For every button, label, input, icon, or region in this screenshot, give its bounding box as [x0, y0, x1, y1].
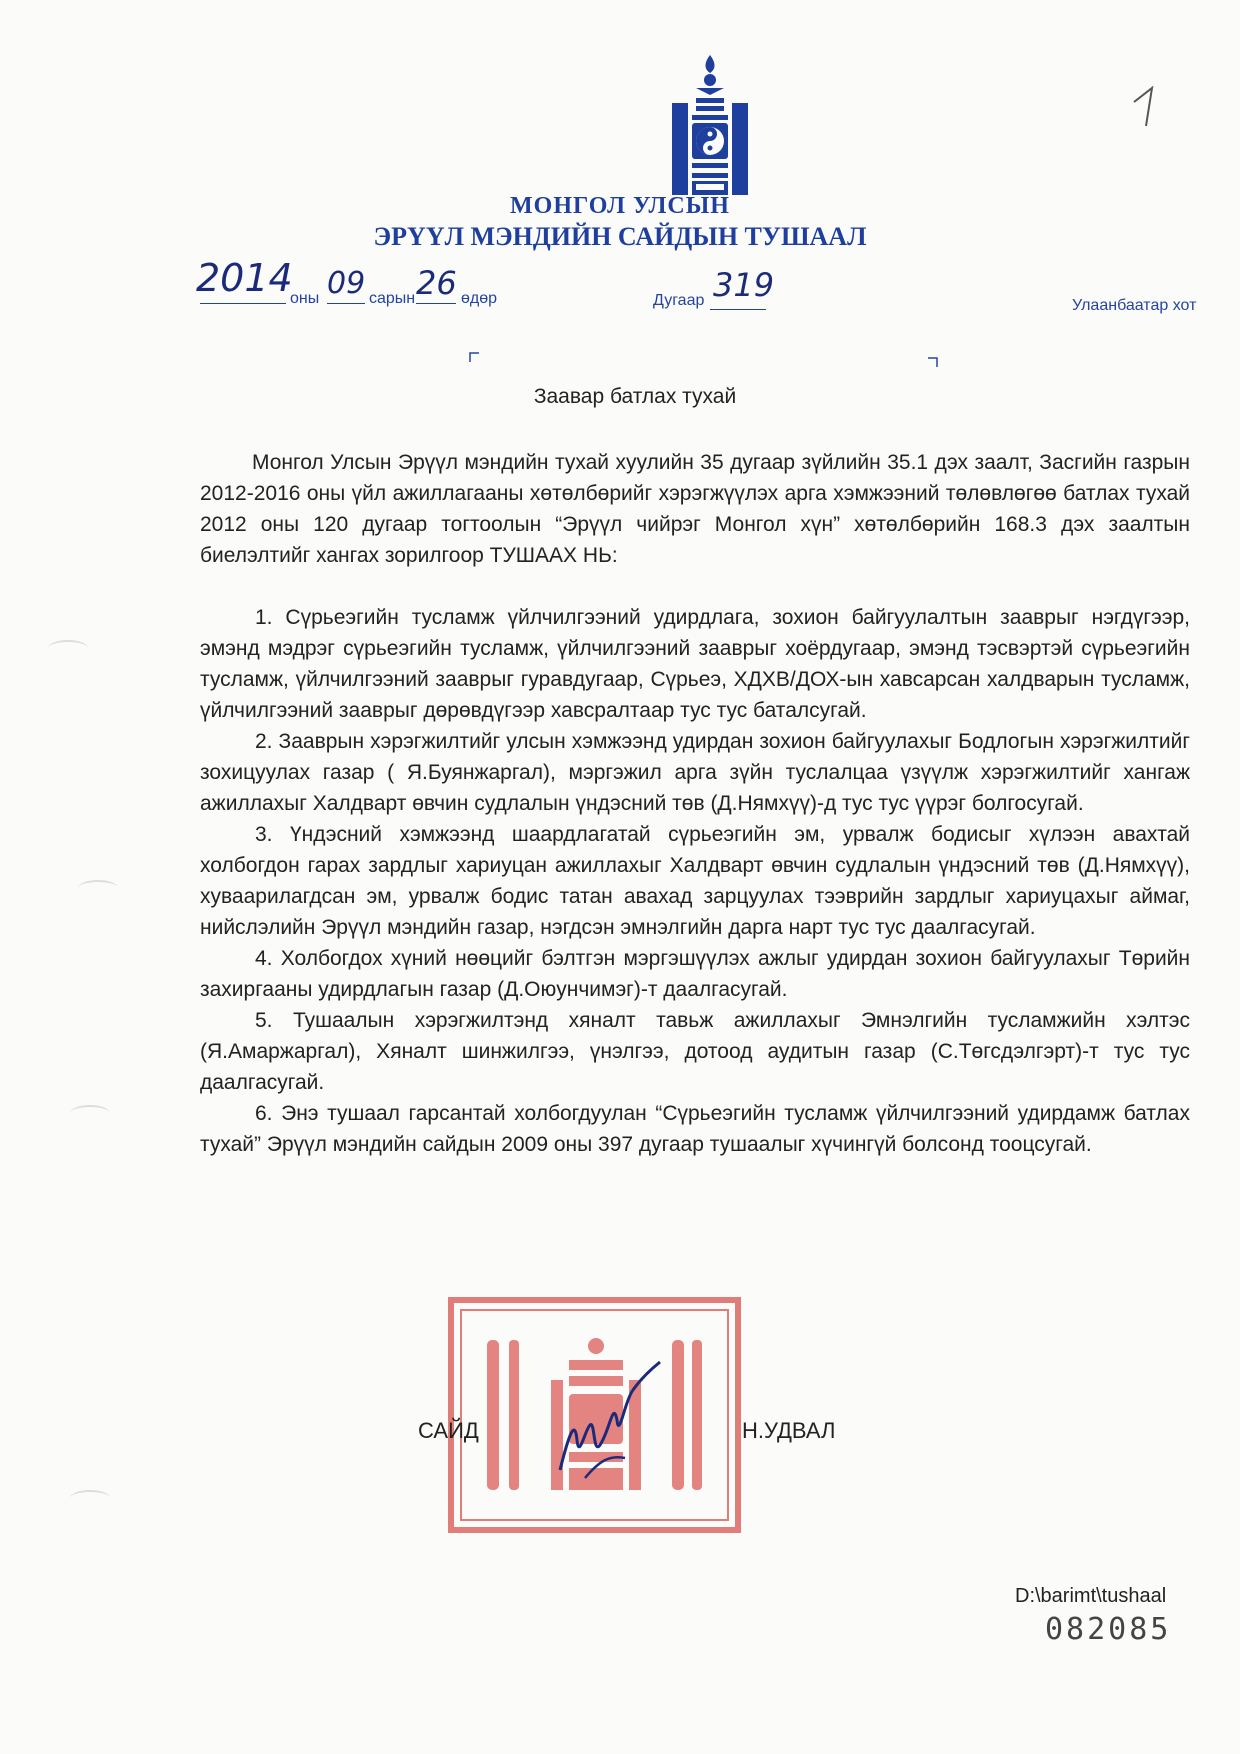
- day-underline: [416, 302, 456, 304]
- year-underline: [200, 302, 286, 304]
- file-path: D:\barimt\tushaal: [1015, 1585, 1167, 1607]
- order-number: 319: [713, 266, 775, 304]
- document-body: [200, 447, 1190, 1160]
- order-item-5: 5. Тушаалын хэрэгжилтэнд хяналт тавьж ажиллахыг Эмнэлгийн тусламжийн хэлтэс (Я.Амаржаргал), Хяналт шинжилгээ, үнэлгээ, дотоод аудитын газар (С.Төгсдэлгэрт)-т тус тус даалгасугай.: [200, 1009, 1190, 1094]
- handwritten-signature: [555, 1360, 665, 1490]
- signatory-name: Н.УДВАЛ: [742, 1418, 836, 1443]
- document-title: Заавар батлах тухай: [533, 385, 737, 408]
- order-item-1: 1. Сүрьеэгийн тусламж үйлчилгээний удирдлага, зохион байгуулалтын зааврыг нэгдүгээр, эмэнд мэдрэг сүрьеэгийн тусламж, үйлчилгээний зааврыг хоёрдугаар, эмэнд тэсвэртэй сүрьеэгийн тусламж, үйлчилгээний зааврыг гуравдугаар, Сүрьеэ, ХДХВ/ДОХ-ын хавсарсан халдварын тусламж, үйлчилгээний зааврыг дөрөвдүгээр хавсралтаар тус тус баталсугай.: [200, 606, 1190, 722]
- date-month: 09: [327, 266, 366, 301]
- corner-mark-right: [928, 357, 938, 367]
- order-item-3: 3. Үндэсний хэмжээнд шаардлагатай сүрьеэгийн эм, урвалж бодисыг хүлээн авахтай холбогдон гарах зардлыг хариуцан ажиллахыг Халдварт өвчин судлалын үндэсний төв (Д.Нямхүү), хуваарилагдсан эм, урвалж бодис татан авахад зарцуулах тээврийн зардлыг хариуцахыг аймаг, нийслэлийн Эрүүл мэндийн газар, нэгдсэн эмнэлгийн дарга нарт тус тус даалгасугай.: [200, 823, 1190, 939]
- soyombo-emblem-icon: [660, 55, 760, 195]
- city-label: Улаанбаатар хот: [1072, 297, 1197, 314]
- intro-paragraph: Монгол Улсын Эрүүл мэндийн тухай хуулийн 35 дугаар зүйлийн 35.1 дэх заалт, Засгийн газрын 2012-2016 оны үйл ажиллагааны хөтөлбөрийг хэрэгжүүлэх арга хэмжээний төлөвлөгөө батлах тухай 2012 оны 120 дугаар тогтоолын “Эрүүл чийрэг Монгол хүн” хөтөлбөрийн 168.3 дэх заалтын биелэлтийг хангах зорилгоор ТУШААХ НЬ:: [200, 451, 1190, 567]
- date-day: 26: [416, 264, 457, 302]
- order-item-4: 4. Холбогдох хүний нөөцийг бэлтгэн мэргэшүүлэх ажлыг удирдан зохион байгуулахыг Төрийн захиргааны удирдлагын газар (Д.Оюунчимэг)-т даалгасугай.: [200, 947, 1190, 1001]
- order-number-label: Дугаар: [653, 292, 705, 309]
- date-year: 2014: [196, 256, 293, 300]
- page-number-mark: [1130, 80, 1160, 130]
- date-month-label: сарын: [369, 290, 416, 307]
- header-order-title: ЭРҮҮЛ МЭНДИЙН САЙДЫН ТУШААЛ: [373, 222, 867, 251]
- serial-number: 082085: [1045, 1612, 1172, 1647]
- corner-mark-left: [469, 352, 479, 362]
- signature-position: САЙД: [418, 1418, 479, 1443]
- date-year-label: оны: [290, 290, 320, 307]
- date-day-label: өдөр: [461, 290, 498, 307]
- number-underline: [710, 308, 766, 310]
- header-country: МОНГОЛ УЛСЫН: [510, 193, 730, 219]
- order-item-6: 6. Энэ тушаал гарсантай холбогдуулан “Сүрьеэгийн тусламж үйлчилгээний удирдамж батлах тухай” Эрүүл мэндийн сайдын 2009 оны 397 дугаар тушаалыг хүчингүй болсонд тооцсугай.: [200, 1102, 1190, 1156]
- month-underline: [327, 302, 365, 304]
- order-item-2: 2. Зааврын хэрэгжилтийг улсын хэмжээнд удирдан зохион байгуулахыг Бодлогын хэрэгжилтийг зохицуулах газар ( Я.Буянжаргал), мэргэжил арга зүйн туслалцаа үзүүлж хэрэгжилтийг хангаж ажиллахыг Халдварт өвчин судлалын үндэсний төв (Д.Нямхүү)-д тус тус үүрэг болгосугай.: [200, 730, 1190, 815]
